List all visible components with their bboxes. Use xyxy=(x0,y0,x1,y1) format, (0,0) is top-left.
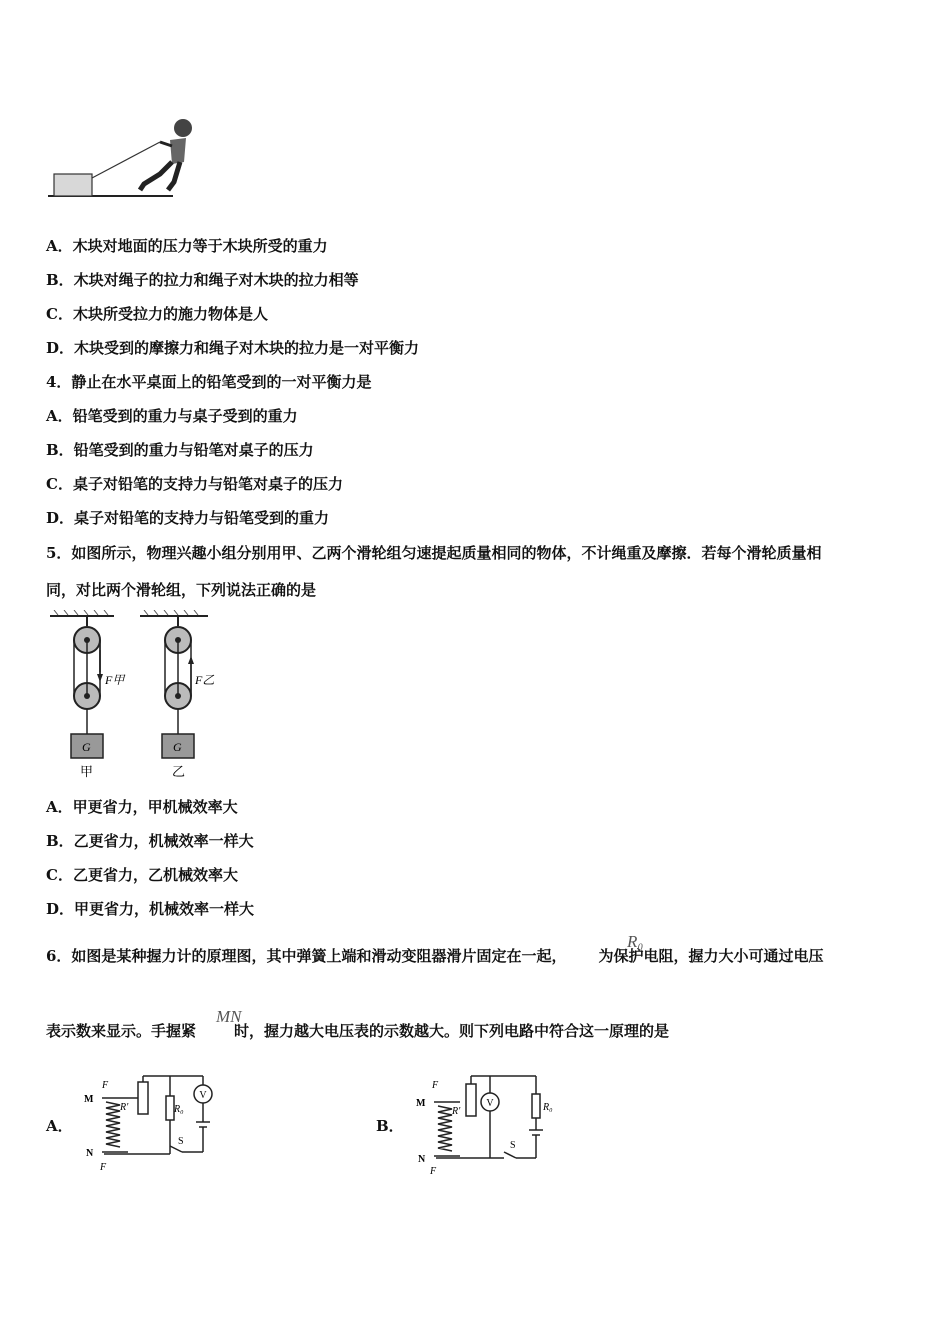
b-r0-label: R₀ xyxy=(543,1102,553,1113)
q3-option-a: A．木块对地面的压力等于木块所受的重力 xyxy=(46,237,328,255)
q5-option-c: C．乙更省力，乙机械效率大 xyxy=(46,866,238,884)
circuit-a-figure xyxy=(80,1074,225,1179)
a-switch-label: S xyxy=(178,1136,184,1147)
q5-stem-line2: 同，对比两个滑轮组，下列说法正确的是 xyxy=(46,581,317,599)
boy-pulling-block-figure xyxy=(48,112,208,202)
mn-symbol: MN xyxy=(216,1007,242,1026)
q3-option-b: B．木块对绳子的拉力和绳子对木块的拉力相等 xyxy=(46,271,359,289)
q5-stem-line1: 5．如图所示，物理兴趣小组分别用甲、乙两个滑轮组匀速提起质量相同的物体，不计绳重及摩擦．若每个滑轮质量相 xyxy=(46,544,822,562)
a-m-label: M xyxy=(84,1094,94,1105)
weight-yi-label: G xyxy=(173,740,182,754)
a-voltmeter-label: V xyxy=(199,1090,207,1101)
label-jia: 甲 xyxy=(80,765,94,780)
q4-option-a: A．铅笔受到的重力与桌子受到的重力 xyxy=(46,407,298,425)
b-switch-label: S xyxy=(510,1140,516,1151)
weight-jia-label: G xyxy=(82,740,91,754)
q3-option-c: C．木块所受拉力的施力物体是人 xyxy=(46,305,268,323)
b-rprime-label: R' xyxy=(452,1106,461,1117)
q3-option-d: D．木块受到的摩擦力和绳子对木块的拉力是一对平衡力 xyxy=(46,339,420,357)
q4-option-b: B．铅笔受到的重力与铅笔对桌子的压力 xyxy=(46,441,314,459)
b-voltmeter-label: V xyxy=(486,1098,494,1109)
q6-option-a-label: A． xyxy=(46,1117,73,1135)
q5-option-b: B．乙更省力，机械效率一样大 xyxy=(46,832,254,850)
q6-stem-part4: 时，握力越大电压表的示数越大。则下列电路中符合这一原理的是 xyxy=(234,1022,670,1040)
q4-option-c: C．桌子对铅笔的支持力与铅笔对桌子的压力 xyxy=(46,475,343,493)
pulley-figure xyxy=(48,610,223,785)
b-f-bottom-label: F xyxy=(430,1166,437,1177)
q5-option-a: A．甲更省力，甲机械效率大 xyxy=(46,798,238,816)
b-f-top-label: F xyxy=(432,1080,439,1091)
a-f-bottom-label: F xyxy=(100,1162,107,1173)
force-jia-label: F甲 xyxy=(105,673,125,687)
a-f-top-label: F xyxy=(102,1080,109,1091)
q4-stem: 4．静止在水平桌面上的铅笔受到的一对平衡力是 xyxy=(46,373,372,391)
q6-stem-line1 xyxy=(46,946,823,966)
b-m-label: M xyxy=(416,1098,426,1109)
q6-option-b-label: B． xyxy=(376,1117,404,1135)
q6-stem-line2 xyxy=(46,1021,669,1041)
b-n-label: N xyxy=(418,1154,426,1165)
q5-option-d: D．甲更省力，机械效率一样大 xyxy=(46,900,255,918)
q6-stem-part3: 表示数来显示。手握紧 xyxy=(46,1022,197,1040)
r0-symbol: R₀ xyxy=(627,932,644,951)
q6-stem-part2: 为保护电阻，握力大小可通过电压 xyxy=(598,947,824,965)
force-yi-label: F乙 xyxy=(195,673,215,687)
q4-option-d: D．桌子对铅笔的支持力与铅笔受到的重力 xyxy=(46,509,330,527)
q6-stem-part1: 6．如图是某种握力计的原理图，其中弹簧上端和滑动变阻器滑片固定在一起， xyxy=(46,947,567,965)
label-yi: 乙 xyxy=(172,765,186,780)
a-rprime-label: R' xyxy=(120,1102,129,1113)
a-r0-label: R₀ xyxy=(174,1104,184,1115)
a-n-label: N xyxy=(86,1148,94,1159)
circuit-b-figure xyxy=(412,1074,557,1179)
